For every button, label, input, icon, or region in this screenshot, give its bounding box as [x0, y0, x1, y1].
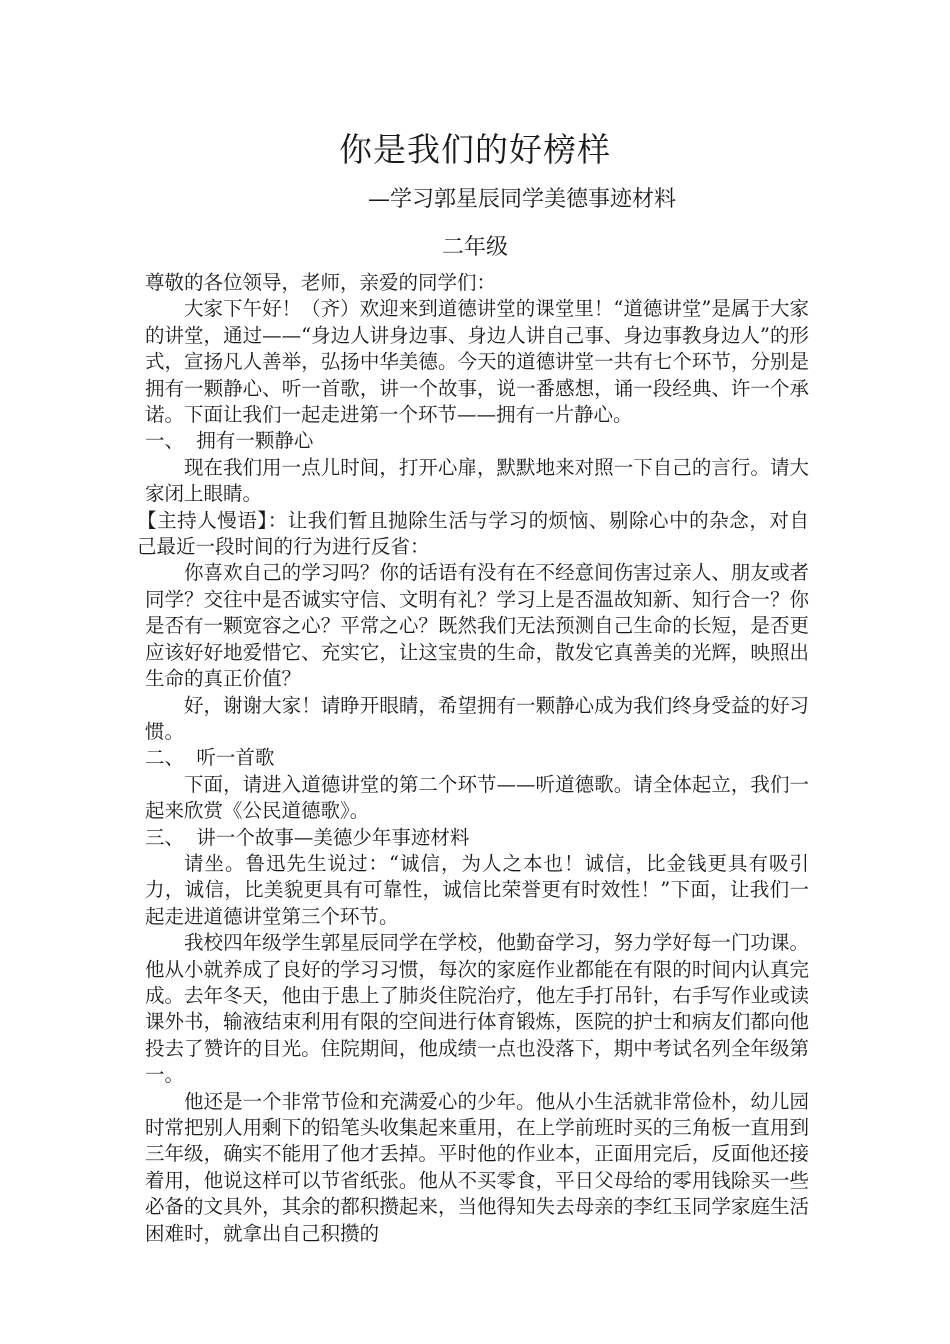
section-heading: 一、 拥有一颗静心 — [145, 429, 314, 453]
document-title: 你是我们的好榜样 — [339, 130, 611, 169]
section-heading: 二、 听一首歌 — [145, 746, 275, 770]
body-paragraph: 好，谢谢大家！请睁开眼睛，希望拥有一颗静心成为我们终身受益的好习惯。 — [145, 693, 809, 743]
section-heading: 三、 讲一个故事—美德少年事迹材料 — [145, 825, 470, 849]
body-paragraph: 现在我们用一点儿时间，打开心扉，默默地来对照一下自己的言行。请大家闭上眼睛。 — [145, 455, 809, 506]
body-paragraph: 我校四年级学生郭星辰同学在学校，他勤奋学习，努力学好每一门功课。他从小就养成了良好的学习习惯，每次的家庭作业都能在有限的时间内认真完成。去年冬天，他由于患上了肺炎住院治疗，他左手打吊针，右手写作业或读课外书，输液结束利用有限的空间进行体育锻炼，医院的护士和病友们都向他投去了赞许的目光。住院期间，他成绩一点也没落下，期中考试名列全年级第一。 — [145, 931, 809, 1087]
document-subtitle: —学习郭星辰同学美德事迹材料 — [368, 187, 677, 212]
body-paragraph: 你喜欢自己的学习吗？你的话语有没有在不经意间伤害过亲人、朋友或者同学？交往中是否诚实守信、文明有礼？学习上是否温故知新、知行合一？你是否有一颗宽容之心？平常之心？既然我们无法预测自己生命的长短，是否更应该好好地爱惜它、充实它，让这宝贵的生命，散发它真善美的光辉，映照出生命的真正价值？ — [145, 561, 809, 691]
host-note: 【主持人慢语】：让我们暂且抛除生活与学习的烦恼、剔除心中的杂念，对自己最近一段时间的行为进行反省： — [137, 508, 809, 559]
salutation: 尊敬的各位领导，老师，亲爱的同学们： — [145, 271, 497, 294]
body-paragraph: 大家下午好！（齐）欢迎来到道德讲堂的课堂里！“道德讲堂”是属于大家的讲堂，通过——“身边人讲身边事、身边人讲自己事、身边事教身边人”的形式，宣扬凡人善举，弘扬中华美德。今天的道德讲堂一共有七个环节，分别是拥有一颗静心、听一首歌，讲一个故事，说一番感想，诵一段经典、许一个承诺。下面让我们一起走进第一个环节——拥有一片静心。 — [145, 297, 809, 427]
body-paragraph: 下面，请进入道德讲堂的第二个环节——听道德歌。请全体起立，我们一起来欣赏《公民道德歌》。 — [145, 772, 809, 823]
document-body — [137, 270, 809, 1247]
body-paragraph: 他还是一个非常节俭和充满爱心的少年。他从小生活就非常俭朴，幼儿园时常把别人用剩下的铅笔头收集起来重用，在上学前班时买的三角板一直用到三年级，确实不能用了他才丢掉。平时他的作业本，正面用完后，反面他还接着用，他说这样可以节省纸张。他从不买零食，平日父母给的零用钱除买一些必备的文具外，其余的都积攒起来，当他得知失去母亲的李红玉同学家庭生活困难时，就拿出自己积攒的 — [145, 1089, 809, 1245]
grade-label: 二年级 — [441, 235, 508, 260]
body-paragraph: 请坐。鲁迅先生说过：“诚信，为人之本也！诚信，比金钱更具有吸引力，诚信，比美貌更具有可靠性，诚信比荣誉更有时效性！”下面，让我们一起走进道德讲堂第三个环节。 — [145, 851, 809, 928]
